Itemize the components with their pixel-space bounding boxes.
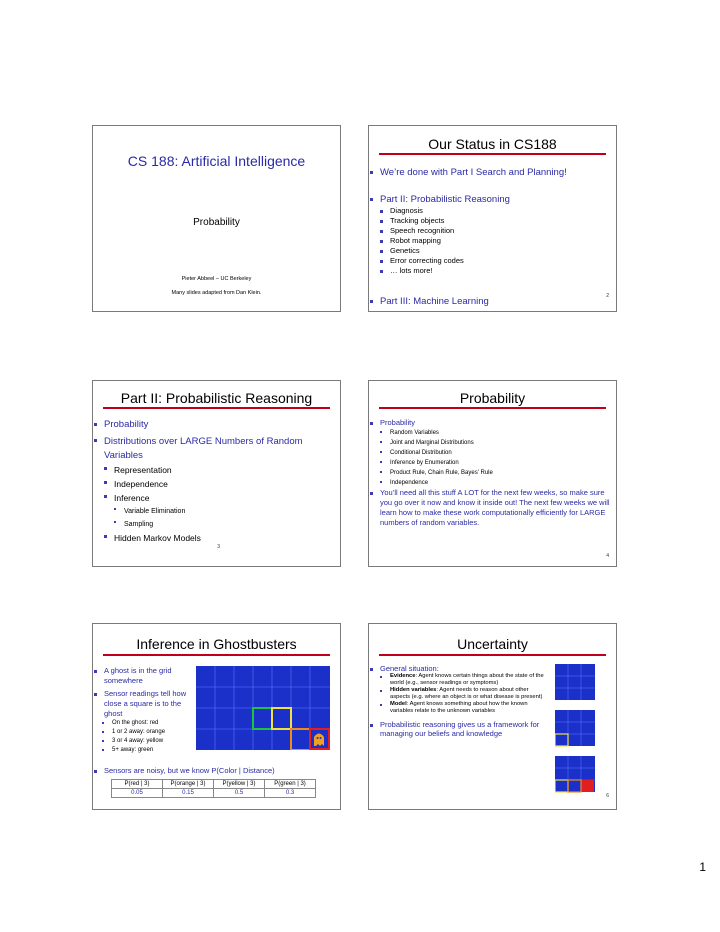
sub-item: Conditional Distribution bbox=[379, 448, 610, 458]
bullet-part3: Part III: Machine Learning bbox=[369, 296, 616, 308]
slide-2 bbox=[368, 125, 617, 312]
slide-6 bbox=[368, 623, 617, 810]
slide-2-title: Our Status in CS188 bbox=[428, 136, 557, 152]
sub-item: Robot mapping bbox=[379, 236, 616, 246]
evidence-label: Evidence bbox=[390, 673, 416, 679]
ghost-icon bbox=[314, 734, 324, 747]
bullet-probability: Probability bbox=[369, 418, 610, 428]
table-cell: 0.05 bbox=[112, 789, 163, 798]
sub-item: 1 or 2 away: orange bbox=[101, 728, 193, 737]
table-cell: 0.15 bbox=[163, 789, 214, 798]
hidden-text: : Agent needs to reason about other aspects (e.g. where an object is or what disease is present) bbox=[390, 687, 543, 700]
title-rule bbox=[103, 654, 330, 656]
bullet-sensor: Sensor readings tell how close a square is to the ghost bbox=[93, 689, 193, 719]
table-header: P(orange | 3) bbox=[163, 780, 214, 789]
slide-5-title: Inference in Ghostbusters bbox=[136, 636, 297, 652]
table-header: P(yellow | 3) bbox=[214, 780, 265, 789]
bullet-probabilistic: Probabilistic reasoning gives us a framework for managing our beliefs and knowledge bbox=[369, 720, 549, 738]
sub-item: Inference bbox=[103, 491, 332, 505]
sub-item-hidden bbox=[379, 687, 549, 701]
page-number: 1 bbox=[699, 860, 706, 874]
bullet-probability: Probability bbox=[93, 419, 332, 431]
slide-1-credit: Many slides adapted from Dan Klein. bbox=[171, 290, 262, 296]
sub-item: Inference by Enumeration bbox=[379, 458, 610, 468]
slide-1-title: CS 188: Artificial Intelligence bbox=[127, 153, 306, 169]
sub-item: Hidden Markov Models bbox=[103, 531, 332, 545]
slide-number: 2 bbox=[606, 293, 609, 299]
bullet-part2: Part II: Probabilistic Reasoning bbox=[369, 194, 616, 206]
slide-1 bbox=[92, 125, 341, 312]
uncertainty-grids-image bbox=[555, 664, 595, 794]
slide-3-title: Part II: Probabilistic Reasoning bbox=[120, 390, 313, 406]
ghost-grid-image bbox=[196, 666, 330, 750]
sub-item-evidence bbox=[379, 673, 549, 687]
bullet-you-need: You’ll need all this stuff A LOT for the next few weeks, so make sure you go over it now and know it inside out! The next few weeks we will learn how to make these work computationally efficiently for LARGE numbers of random variables. bbox=[369, 488, 610, 528]
sub-item: Speech recognition bbox=[379, 226, 616, 236]
slide-1-author: Pieter Abbeel – UC Berkeley bbox=[181, 276, 252, 282]
table-header: P(green | 3) bbox=[265, 780, 316, 789]
sub-item: Genetics bbox=[379, 246, 616, 256]
title-rule bbox=[379, 654, 606, 656]
sub-item-model bbox=[379, 701, 549, 715]
model-label: Model bbox=[390, 701, 407, 707]
sub-item: 5+ away: green bbox=[101, 746, 193, 755]
probability-table bbox=[111, 779, 316, 798]
title-rule bbox=[103, 407, 330, 409]
sub-item: Random Variables bbox=[379, 428, 610, 438]
title-rule bbox=[379, 407, 606, 409]
sub-item: Tracking objects bbox=[379, 216, 616, 226]
sub-item: Representation bbox=[103, 463, 332, 477]
bullet-general: General situation: bbox=[369, 664, 549, 673]
table-header: P(red | 3) bbox=[112, 780, 163, 789]
sub-item: On the ghost: red bbox=[101, 719, 193, 728]
bullet-ghost: A ghost is in the grid somewhere bbox=[93, 666, 193, 686]
slide-number: 4 bbox=[606, 553, 609, 559]
slide-3 bbox=[92, 380, 341, 567]
slide-4 bbox=[368, 380, 617, 567]
bullet-done-part1: We’re done with Part I Search and Planning! bbox=[369, 167, 616, 179]
sub-sub-item: Variable Elimination bbox=[113, 505, 332, 518]
sub-item: Independence bbox=[379, 478, 610, 488]
sub-item: Joint and Marginal Distributions bbox=[379, 438, 610, 448]
slide-6-title: Uncertainty bbox=[457, 636, 528, 652]
slide-5 bbox=[92, 623, 341, 810]
sub-item: Product Rule, Chain Rule, Bayes’ Rule bbox=[379, 468, 610, 478]
slide-4-title: Probability bbox=[459, 390, 526, 406]
slide-number: 6 bbox=[606, 793, 609, 799]
sub-item: Diagnosis bbox=[379, 206, 616, 216]
slide-1-subtitle: Probability bbox=[193, 217, 240, 228]
title-rule bbox=[379, 153, 606, 155]
slide-number: 3 bbox=[217, 544, 220, 550]
model-text: : Agent knows something about how the known variables relate to the unknown variables bbox=[390, 701, 528, 714]
sub-sub-item: Sampling bbox=[113, 518, 332, 531]
evidence-text: : Agent knows certain things about the state of the world (e.g., sensor readings or symptoms) bbox=[390, 673, 544, 686]
sub-item: 3 or 4 away: yellow bbox=[101, 737, 193, 746]
sub-item: … lots more! bbox=[379, 266, 616, 276]
sub-item: Error correcting codes bbox=[379, 256, 616, 266]
sub-item: Independence bbox=[103, 477, 332, 491]
table-cell: 0.5 bbox=[214, 789, 265, 798]
table-cell: 0.3 bbox=[265, 789, 316, 798]
bullet-noisy: Sensors are noisy, but we know P(Color | Distance) bbox=[93, 766, 340, 776]
hidden-label: Hidden variables bbox=[390, 687, 437, 693]
bullet-distributions: Distributions over LARGE Numbers of Random Variables bbox=[93, 435, 332, 463]
